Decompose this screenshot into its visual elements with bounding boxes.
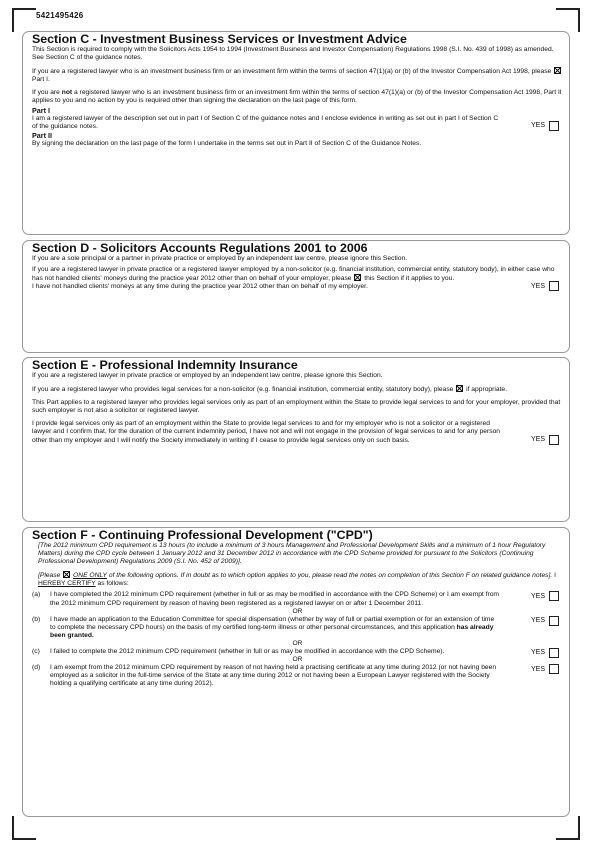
section-e-row: [32, 420, 563, 444]
section-f-title: Section F - Continuing Professional Development ("CPD"): [32, 528, 373, 542]
section-c-intro: This Section is required to comply with the Solicitors Acts 1954 to 1994 (Investment Business and Investor Compensation) Regulations 1998 (S.I. No. 439 of 1998) as amended. See Section C of the guidance notes.: [32, 46, 554, 62]
or-separator: OR: [292, 656, 303, 664]
section-d-row: [32, 283, 563, 291]
section-d-paragraph-1: If you are a sole principal or a partner in private practice or employed by an independent law centre, please ignore this Section.: [32, 255, 408, 262]
section-e-paragraph-3: This Part applies to a registered lawyer who provides legal services only as part of an employment within the State to provide legal services to and for your employer, provided that such employer is not also a solicitor or registered lawyer.: [32, 399, 561, 415]
cpd-option-c: (c) I failed to complete the 2012 minimum CPD requirement (whether in full or as may be modified in accordance with the CPD Scheme). YES: [32, 648, 563, 656]
tick-instruction-icon: [456, 385, 463, 392]
section-f-instructions: [Please ONE ONLY of the following options. If in doubt as to which option applies to you, please read the notes on completion of this Section F on related guidance notes]. I HEREBY CERTIFY as follows:: [38, 572, 556, 588]
or-separator: OR: [292, 607, 303, 615]
section-d-paragraph-2: If you are a registered lawyer in private practice or a registered lawyer employed by a non-solicitor (e.g. financial institution, commercial entity, statutory body), in either case who has not handled clients' moneys during the practice year 2012 other than on behalf of your employer, please this Section if it applies to you.: [32, 266, 555, 283]
section-e-declaration: I provide legal services only as part of an employment within the State to provide legal services to and for my employer who is not a solicitor or a registered lawyer and I confirm that, for the duration of the current indemnity period, I have not and will not engage in the provision of legal services to and for any person other than my employer and I will notify the Society immediately in writing if I cease to provide legal services only on such basis.: [32, 420, 501, 444]
section-d: [22, 240, 570, 353]
section-e: [22, 357, 570, 522]
corner-mark-bottom-right: [556, 816, 580, 840]
tick-instruction-icon: [63, 571, 70, 578]
cpd-option-a-checkbox[interactable]: [549, 591, 559, 601]
cpd-option-c-yes: YES: [531, 648, 559, 658]
corner-mark-top-left: [12, 8, 36, 32]
section-d-title: Section D - Solicitors Accounts Regulations 2001 to 2006: [32, 241, 368, 255]
part-2-heading: Part II: [32, 130, 52, 140]
section-c: [22, 31, 570, 235]
cpd-option-a: (a) I have completed the 2012 minimum CPD requirement (whether in full or as may be modified in accordance with the CPD Scheme) or I am exempt from the 2012 minimum CPD requirement by reason of having been registered as a registered lawyer on or after 1 December 2011. YES: [32, 591, 563, 607]
cpd-option-d: (d) I am exempt from the 2012 minimum CPD requirement by reason of not having held a practising certificate at any time during 2012 (or not having been employed as a solicitor in the full-time service of the State at any time during 2012 or not having been a European Lawyer registered with the Society holding a qualifying certificate at any time during 2012). YES: [32, 664, 563, 688]
section-f-intro: [The 2012 minimum CPD requirement is 13 hours (to include a minimum of 3 hours Management and Professional Development Skills and a minimum of 1 hour Regulatory Matters) during the CPD cycle between 1 January 2012 and 31 December 2012 in accordance with the CPD Scheme provided for pursuant to the Solicitors (Continuing Professional Development) Regulations 2009 (S.I. No. 452 of 2009)].: [38, 542, 546, 566]
section-d-yes: YES: [531, 281, 559, 291]
section-d-declaration: I have not handled clients' moneys at any time during the practice year 2012 other than on behalf of my employer.: [32, 283, 368, 291]
section-e-paragraph-1: If you are a registered lawyer in private practice or employed by an independent law centre, please ignore this Section.: [32, 372, 383, 379]
section-c-title: Section C - Investment Business Services or Investment Advice: [32, 32, 407, 46]
document-number: 5421495426: [36, 11, 84, 20]
section-e-title: Section E - Professional Indemnity Insurance: [32, 358, 298, 372]
cpd-option-b-yes: YES: [531, 616, 559, 626]
section-e-yes: YES: [531, 435, 559, 445]
part-1-checkbox[interactable]: [549, 121, 559, 131]
or-separator: OR: [292, 639, 303, 647]
cpd-option-d-yes: YES: [531, 664, 559, 674]
cpd-option-a-yes: YES: [531, 591, 559, 601]
section-f: [22, 527, 570, 817]
part-1-row: [32, 115, 563, 131]
section-c-paragraph-2: If you are not a registered lawyer who is an investment business firm or an investment firm within the terms of section 47(1)(a) or (b) of the Investor Compensation Act 1998, Part II applies to you and no action by you is required other than signing the declaration on the last page of this form.: [32, 89, 562, 105]
tick-instruction-icon: [354, 274, 361, 281]
cpd-option-b: (b) I have made an application to the Education Committee for special dispensation (whether by way of full or partial exemption or for an extension of time to complete the necessary CPD hours) on the basis of my certified long-term illness or other personal circumstances, and this application has already been granted. YES: [32, 616, 563, 640]
part-1-yes: YES: [531, 121, 559, 131]
corner-mark-top-right: [556, 8, 580, 32]
tick-instruction-icon: [554, 67, 561, 74]
cpd-option-d-checkbox[interactable]: [549, 664, 559, 674]
cpd-option-b-checkbox[interactable]: [549, 616, 559, 626]
part-2-text: By signing the declaration on the last page of the form I undertake in the terms set out in Part II of Section C of the Guidance Notes.: [32, 139, 422, 147]
cpd-option-c-checkbox[interactable]: [549, 648, 559, 658]
corner-mark-bottom-left: [12, 816, 36, 840]
section-e-checkbox[interactable]: [549, 435, 559, 445]
section-e-paragraph-2: If you are a registered lawyer who provides legal services for a non-solicitor (e.g. financial institution, commercial entity, statutory body), please if appropriate.: [32, 386, 508, 394]
part-1-heading: Part I: [32, 105, 50, 115]
section-c-paragraph-1: If you are a registered lawyer who is an investment business firm or an investment firm within the terms of section 47(1)(a) or (b) of the Investor Compensation Act 1998, please Part I.: [32, 67, 563, 84]
section-d-checkbox[interactable]: [549, 281, 559, 291]
part-1-text: I am a registered lawyer of the description set out in part I of Section C of the guidance notes and I enclose evidence in writing as set out in part I of Section C of the guidance notes.: [32, 114, 499, 130]
